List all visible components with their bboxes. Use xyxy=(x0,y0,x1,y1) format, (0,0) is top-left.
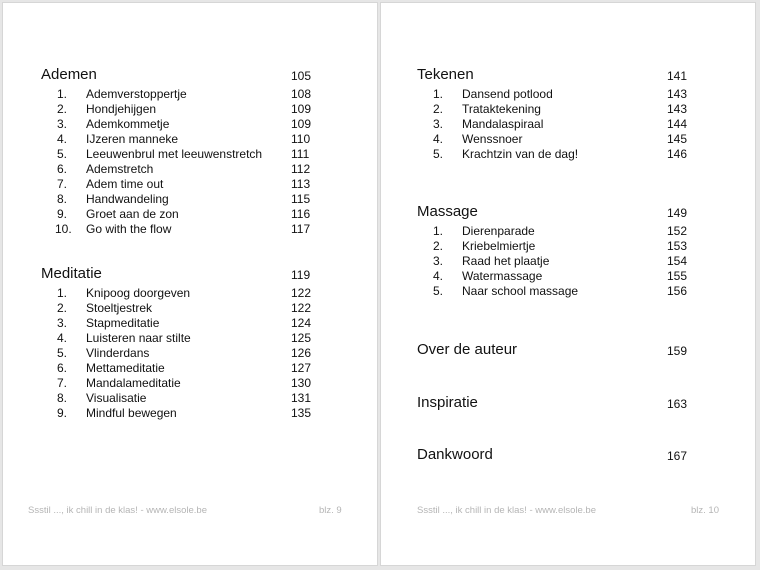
toc-entry xyxy=(417,284,717,299)
entry-page-number: 122 xyxy=(291,286,312,300)
entry-page-number: 143 xyxy=(667,87,688,101)
entry-page-number: 122 xyxy=(291,301,312,315)
entry-page-number: 112 xyxy=(291,162,311,176)
entry-title: Watermassage xyxy=(462,269,543,283)
entry-title: Krachtzin van de dag! xyxy=(462,147,579,161)
entry-number: 4. xyxy=(57,132,68,146)
toc-entry xyxy=(417,102,717,117)
entry-number: 3. xyxy=(57,316,68,330)
entry-number: 3. xyxy=(433,254,444,268)
toc-entry xyxy=(417,239,717,254)
toc-entry xyxy=(41,162,341,177)
section-title: Meditatie xyxy=(41,265,102,282)
section-title: Dankwoord xyxy=(417,446,493,463)
entry-title: Visualisatie xyxy=(86,391,147,405)
toc-section-meditatie xyxy=(41,264,341,421)
entry-number: 3. xyxy=(57,117,68,131)
entry-title: Raad het plaatje xyxy=(462,254,550,268)
entry-number: 10. xyxy=(55,222,72,236)
toc-entry xyxy=(417,87,717,102)
entry-page-number: 124 xyxy=(291,316,312,330)
section-title: Over de auteur xyxy=(417,341,518,358)
toc-list xyxy=(417,87,717,162)
section-page-number: 141 xyxy=(667,69,688,83)
entry-title: Dierenparade xyxy=(462,224,535,238)
section-title: Tekenen xyxy=(417,66,474,83)
entry-number: 1. xyxy=(433,224,444,238)
toc-section-over-de-auteur xyxy=(417,340,717,360)
entry-title: Stapmeditatie xyxy=(86,316,160,330)
section-title: Inspiratie xyxy=(417,394,478,411)
toc-entry xyxy=(41,192,341,207)
toc-entry xyxy=(41,222,341,237)
entry-number: 4. xyxy=(433,132,444,146)
entry-number: 2. xyxy=(57,102,68,116)
entry-number: 1. xyxy=(57,286,68,300)
entry-number: 7. xyxy=(57,376,68,390)
entry-page-number: 156 xyxy=(667,284,688,298)
entry-number: 5. xyxy=(433,284,444,298)
entry-title: Dansend potlood xyxy=(462,87,553,101)
toc-list xyxy=(417,224,717,299)
entry-title: Leeuwenbrul met leeuwenstretch xyxy=(86,147,263,161)
entry-number: 6. xyxy=(57,162,68,176)
section-page-number: 167 xyxy=(667,449,688,463)
entry-number: 5. xyxy=(57,147,68,161)
toc-entry xyxy=(41,87,341,102)
entry-page-number: 143 xyxy=(667,102,688,116)
entry-page-number: 116 xyxy=(291,207,311,221)
toc-entry xyxy=(41,286,341,301)
toc-section-inspiratie xyxy=(417,393,717,413)
entry-title: Mandalameditatie xyxy=(86,376,181,390)
entry-number: 8. xyxy=(57,192,68,206)
entry-number: 9. xyxy=(57,406,68,420)
entry-title: Kriebelmiertje xyxy=(462,239,536,253)
entry-title: Adem time out xyxy=(86,177,164,191)
entry-title: Ademverstoppertje xyxy=(86,87,187,101)
entry-title: Ademstretch xyxy=(86,162,154,176)
toc-list xyxy=(41,87,341,237)
section-page-number: 105 xyxy=(291,69,312,83)
entry-page-number: 155 xyxy=(667,269,688,283)
toc-section-ademen xyxy=(41,65,341,237)
entry-page-number: 154 xyxy=(667,254,688,268)
section-title: Ademen xyxy=(41,66,97,83)
entry-title: Hondjehijgen xyxy=(86,102,157,116)
entry-title: Wenssnoer xyxy=(462,132,523,146)
entry-page-number: 109 xyxy=(291,117,312,131)
toc-list xyxy=(41,286,341,421)
toc-entry xyxy=(417,254,717,269)
toc-entry xyxy=(41,331,341,346)
entry-number: 1. xyxy=(57,87,68,101)
entry-number: 1. xyxy=(433,87,444,101)
section-page-number: 149 xyxy=(667,206,688,220)
toc-entry xyxy=(41,177,341,192)
entry-page-number: 127 xyxy=(291,361,312,375)
entry-page-number: 146 xyxy=(667,147,688,161)
toc-entry xyxy=(417,224,717,239)
entry-title: Groet aan de zon xyxy=(86,207,179,221)
entry-page-number: 111 xyxy=(291,147,310,161)
section-title: Massage xyxy=(417,203,478,220)
entry-title: Knipoog doorgeven xyxy=(86,286,191,300)
entry-number: 5. xyxy=(433,147,444,161)
entry-title: Ademkommetje xyxy=(86,117,170,131)
entry-page-number: 125 xyxy=(291,331,312,345)
toc-entry xyxy=(41,346,341,361)
toc-entry xyxy=(417,132,717,147)
entry-page-number: 144 xyxy=(667,117,688,131)
entry-page-number: 145 xyxy=(667,132,688,146)
footer-title: Ssstil ..., ik chill in de klas! - www.elsole.be xyxy=(28,505,207,516)
entry-title: IJzeren manneke xyxy=(86,132,179,146)
toc-section-dankwoord xyxy=(417,445,717,465)
entry-number: 6. xyxy=(57,361,68,375)
entry-page-number: 117 xyxy=(291,222,311,236)
footer-page-number: blz. 9 xyxy=(319,505,342,516)
entry-number: 3. xyxy=(433,117,444,131)
entry-number: 2. xyxy=(433,239,444,253)
toc-entry xyxy=(41,102,341,117)
entry-title: Trataktekening xyxy=(462,102,541,116)
toc-entry xyxy=(417,269,717,284)
entry-title: Handwandeling xyxy=(86,192,169,206)
entry-number: 8. xyxy=(57,391,68,405)
entry-number: 5. xyxy=(57,346,68,360)
toc-entry xyxy=(417,147,717,162)
entry-title: Go with the flow xyxy=(86,222,172,236)
toc-entry xyxy=(41,391,341,406)
left-page xyxy=(2,2,378,566)
entry-title: Mandalaspiraal xyxy=(462,117,544,131)
entry-title: Naar school massage xyxy=(462,284,579,298)
footer-title: Ssstil ..., ik chill in de klas! - www.elsole.be xyxy=(417,505,596,516)
entry-number: 2. xyxy=(57,301,68,315)
entry-page-number: 113 xyxy=(291,177,311,191)
entry-number: 4. xyxy=(433,269,444,283)
footer-page-number: blz. 10 xyxy=(691,505,719,516)
entry-title: Luisteren naar stilte xyxy=(86,331,191,345)
entry-title: Vlinderdans xyxy=(86,346,150,360)
right-page xyxy=(380,2,756,566)
entry-page-number: 115 xyxy=(291,192,311,206)
entry-page-number: 131 xyxy=(291,391,312,405)
entry-page-number: 110 xyxy=(291,132,311,146)
entry-title: Mettameditatie xyxy=(86,361,165,375)
section-page-number: 163 xyxy=(667,397,688,411)
toc-entry xyxy=(41,207,341,222)
entry-page-number: 108 xyxy=(291,87,312,101)
section-page-number: 119 xyxy=(291,268,311,282)
toc-entry xyxy=(41,117,341,132)
entry-number: 9. xyxy=(57,207,68,221)
entry-page-number: 152 xyxy=(667,224,688,238)
entry-title: Mindful bewegen xyxy=(86,406,177,420)
toc-entry xyxy=(41,376,341,391)
entry-title: Stoeltjestrek xyxy=(86,301,153,315)
entry-page-number: 153 xyxy=(667,239,688,253)
entry-page-number: 109 xyxy=(291,102,312,116)
entry-page-number: 135 xyxy=(291,406,312,420)
toc-section-massage xyxy=(417,202,717,299)
toc-entry xyxy=(41,316,341,331)
toc-entry xyxy=(41,361,341,376)
toc-entry xyxy=(41,406,341,421)
toc-section-tekenen xyxy=(417,65,717,162)
toc-entry xyxy=(41,132,341,147)
entry-number: 4. xyxy=(57,331,68,345)
entry-number: 2. xyxy=(433,102,444,116)
entry-page-number: 130 xyxy=(291,376,312,390)
entry-number: 7. xyxy=(57,177,68,191)
toc-entry xyxy=(41,147,341,162)
toc-entry xyxy=(417,117,717,132)
entry-page-number: 126 xyxy=(291,346,312,360)
section-page-number: 159 xyxy=(667,344,688,358)
toc-entry xyxy=(41,301,341,316)
